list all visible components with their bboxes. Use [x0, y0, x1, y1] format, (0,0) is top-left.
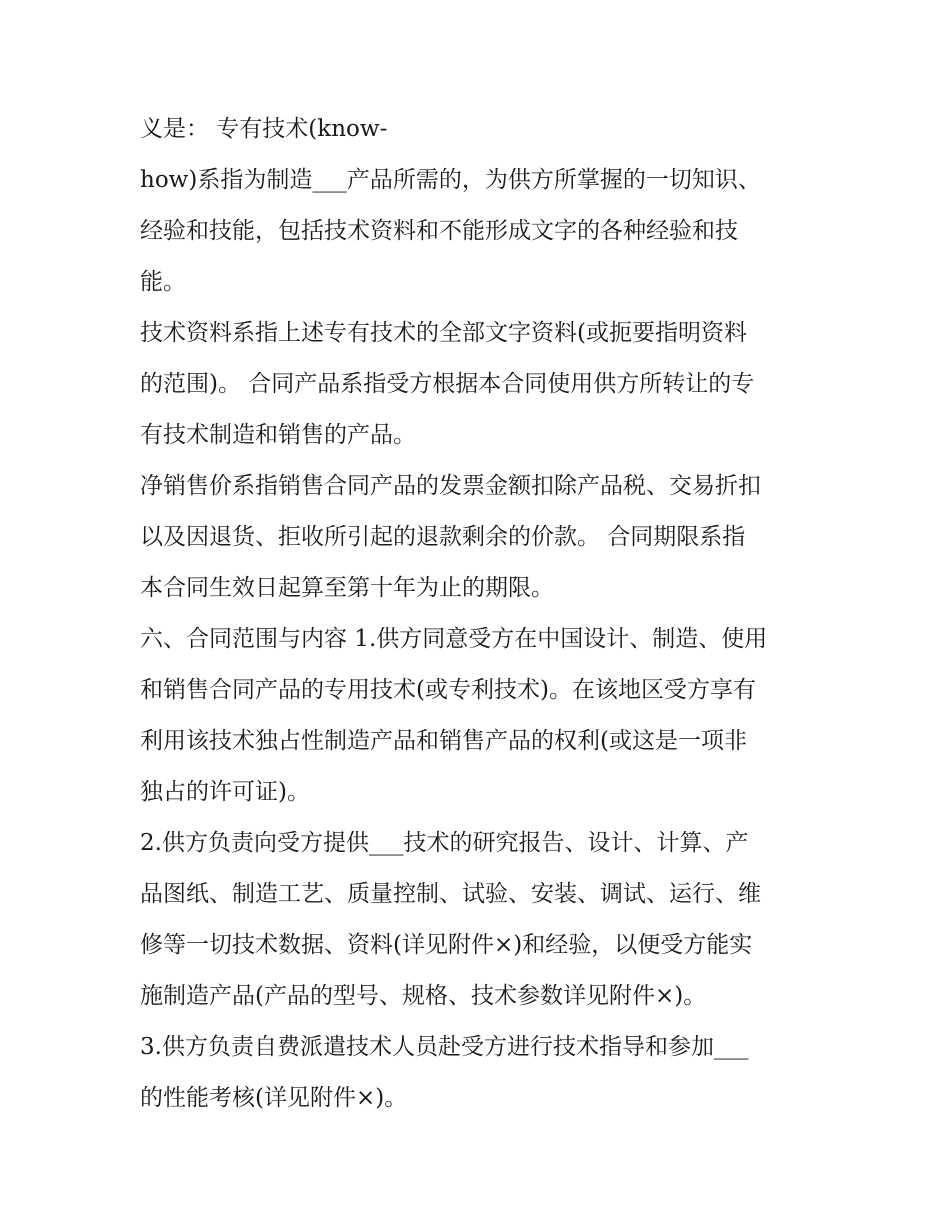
text-line: 能。: [140, 269, 186, 295]
text-line: 义是： 专有技术(know-: [140, 116, 388, 142]
text-line: 和销售合同产品的专用技术(或专利技术)。在该地区受方享有: [140, 677, 756, 703]
text-line: 品图纸、制造工艺、质量控制、试验、安装、调试、运行、维: [140, 881, 761, 907]
text-line: 以及因退货、拒收所引起的退款剩余的价款。 合同期限系指: [140, 524, 746, 550]
text-line: 有技术制造和销售的产品。: [140, 422, 416, 448]
text-line: 3.供方负责自费派遣技术人员赴受方进行技术指导和参加___: [140, 1034, 749, 1060]
text-line: 经验和技能，包括技术资料和不能形成文字的各种经验和技: [140, 218, 738, 244]
text-line: 净销售价系指销售合同产品的发票金额扣除产品税、交易折扣: [140, 473, 761, 499]
text-line: 施制造产品(产品的型号、规格、技术参数详见附件×)。: [140, 983, 707, 1009]
text-line: 的范围)。 合同产品系指受方根据本合同使用供方所转让的专: [140, 371, 755, 397]
document-body: [140, 104, 820, 1124]
text-line: 的性能考核(详见附件×)。: [140, 1085, 408, 1111]
text-line: 技术资料系指上述专有技术的全部文字资料(或扼要指明资料: [140, 320, 747, 346]
text-line: 本合同生效日起算至第十年为止的期限。: [140, 575, 554, 601]
text-line: 修等一切技术数据、资料(详见附件×)和经验，以便受方能实: [140, 932, 753, 958]
text-line: 六、合同范围与内容 1.供方同意受方在中国设计、制造、使用: [140, 626, 768, 652]
text-line: 2.供方负责向受方提供___技术的研究报告、设计、计算、产: [140, 830, 749, 856]
text-line: 利用该技术独占性制造产品和销售产品的权利(或这是一项非: [140, 728, 747, 754]
text-line: 独占的许可证)。: [140, 779, 310, 805]
text-line: how)系指为制造___产品所需的，为供方所掌握的一切知识、: [140, 167, 761, 193]
